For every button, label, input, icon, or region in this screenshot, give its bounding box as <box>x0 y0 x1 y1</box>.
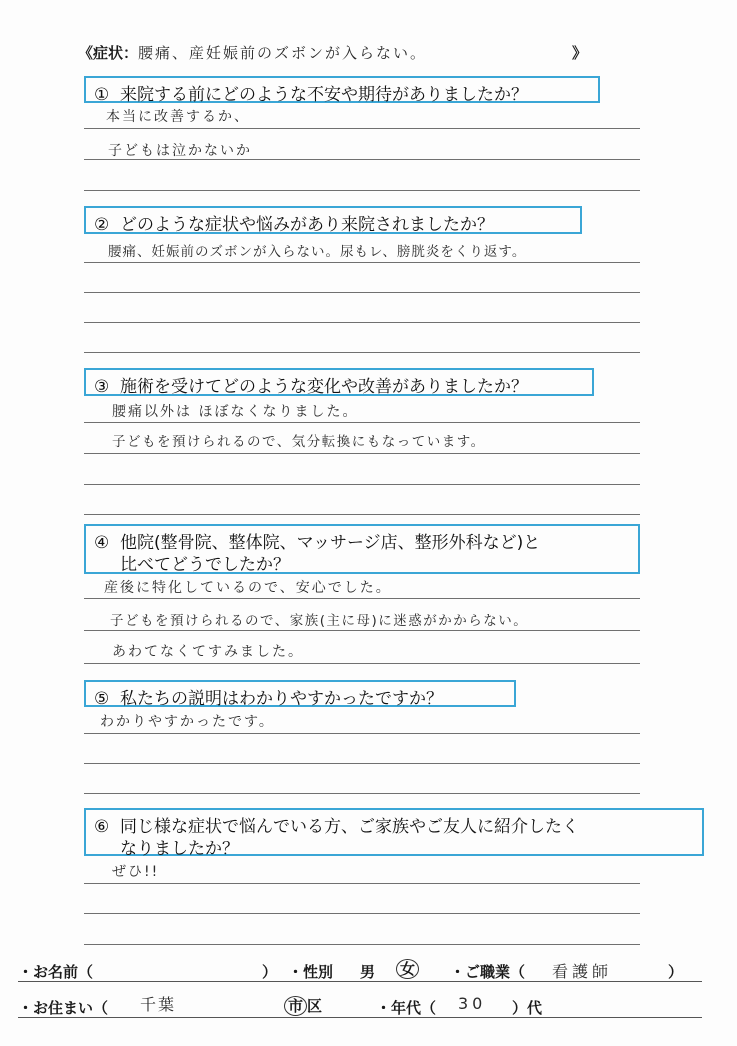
question-4-text-line-2 <box>94 550 290 575</box>
answer-rule <box>84 128 640 129</box>
ward-label: 区 <box>307 997 323 1015</box>
answer-1-line-1: 本当に改善するか、 <box>106 109 250 125</box>
city-ward <box>284 995 322 1016</box>
answer-3-line-1: 腰痛以外は ほぼなくなりました。 <box>112 404 359 420</box>
age-value: 30 <box>458 994 487 1013</box>
question-1-box <box>84 76 600 103</box>
gender-female: 女 <box>396 959 419 979</box>
answer-rule <box>84 598 640 599</box>
footer-rule <box>18 1017 702 1018</box>
question-text: 私たちの説明はわかりやすかったですか？ <box>120 689 443 709</box>
answer-1-line-2: 子どもは泣かないか <box>108 143 252 159</box>
question-3-box <box>84 368 594 396</box>
question-4-box <box>84 524 640 574</box>
name-label: ・お名前（ <box>18 963 94 981</box>
answer-rule <box>84 630 640 631</box>
answer-rule <box>84 733 640 734</box>
answer-rule <box>84 763 640 764</box>
question-number: ⑤ <box>94 689 110 709</box>
symptom-label: 《症状： <box>78 44 139 62</box>
gender-female-circled <box>396 959 419 979</box>
gender-label: ・性別 <box>288 963 334 981</box>
name-close: ） <box>262 963 278 981</box>
gender-male: 男 <box>360 963 376 981</box>
address-value: 千葉 <box>140 995 177 1014</box>
age-label: ・年代（ <box>376 999 437 1017</box>
answer-2-line-1: 腰痛、妊娠前のズボンが入らない。尿もレ、膀胱炎をくり返す。 <box>108 244 527 260</box>
question-number: ② <box>94 215 110 235</box>
answer-rule <box>84 322 640 323</box>
answer-rule <box>84 352 640 353</box>
symptom-answer: 腰痛、産妊娠前のズボンが入らない。 <box>138 44 428 62</box>
answer-rule <box>84 913 640 914</box>
job-close: ） <box>668 963 684 981</box>
answer-rule <box>84 944 640 945</box>
question-5-box <box>84 680 516 707</box>
question-5-text <box>94 684 443 709</box>
question-text: どのような症状や悩みがあり来院されましたか？ <box>120 215 494 235</box>
answer-rule <box>84 514 640 515</box>
question-3-text <box>94 372 528 397</box>
answer-3-line-2: 子どもを預けられるので、気分転換にもなっています。 <box>112 434 486 450</box>
question-2-text <box>94 210 494 235</box>
answer-6-line-1: ぜひ!! <box>112 864 160 880</box>
question-text: なりましたか？ <box>120 839 239 859</box>
job-value: 看護師 <box>552 962 613 981</box>
question-number: ④ <box>94 533 110 553</box>
answer-rule <box>84 422 640 423</box>
symptom-close-bracket: 》 <box>572 44 588 62</box>
answer-4-line-1: 産後に特化しているので、安心でした。 <box>104 580 392 596</box>
answer-5-line-1: わかりやすかったです。 <box>100 714 275 730</box>
age-close: ）代 <box>512 999 543 1017</box>
question-1-text <box>94 80 528 105</box>
question-text: 施術を受けてどのような変化や改善がありましたか？ <box>120 377 528 397</box>
answer-rule <box>84 190 640 191</box>
answer-rule <box>84 484 640 485</box>
answer-rule <box>84 883 640 884</box>
question-6-box <box>84 808 704 859</box>
question-number: ① <box>94 85 110 105</box>
answer-rule <box>84 159 640 160</box>
job-label: ・ご職業（ <box>450 963 526 981</box>
answer-rule <box>84 453 640 454</box>
city-circled: 市 <box>284 996 307 1016</box>
answer-4-line-3: あわてなくてすみました。 <box>112 644 304 660</box>
question-2-box <box>84 206 582 234</box>
question-text: 他院(整骨院、整体院、マッサージ店、整形外科など)と <box>120 533 541 553</box>
answer-rule <box>84 292 640 293</box>
question-number: ⑥ <box>94 817 110 837</box>
question-number: ③ <box>94 377 110 397</box>
symptom-header <box>78 42 427 63</box>
answer-rule <box>84 663 640 664</box>
footer-rule <box>18 981 702 982</box>
answer-rule <box>84 262 640 263</box>
answer-4-line-2: 子どもを預けられるので、家族(主に母)に迷惑がかからない。 <box>110 613 529 629</box>
question-text: 来院する前にどのような不安や期待がありましたか？ <box>120 85 528 105</box>
answer-rule <box>84 793 640 794</box>
question-text: 同じ様な症状で悩んでいる方、ご家族やご友人に紹介したく <box>120 817 579 837</box>
question-6-text-line-2 <box>94 834 239 859</box>
question-text: 比べてどうでしたか？ <box>120 555 290 575</box>
address-label: ・お住まい（ <box>18 999 109 1017</box>
